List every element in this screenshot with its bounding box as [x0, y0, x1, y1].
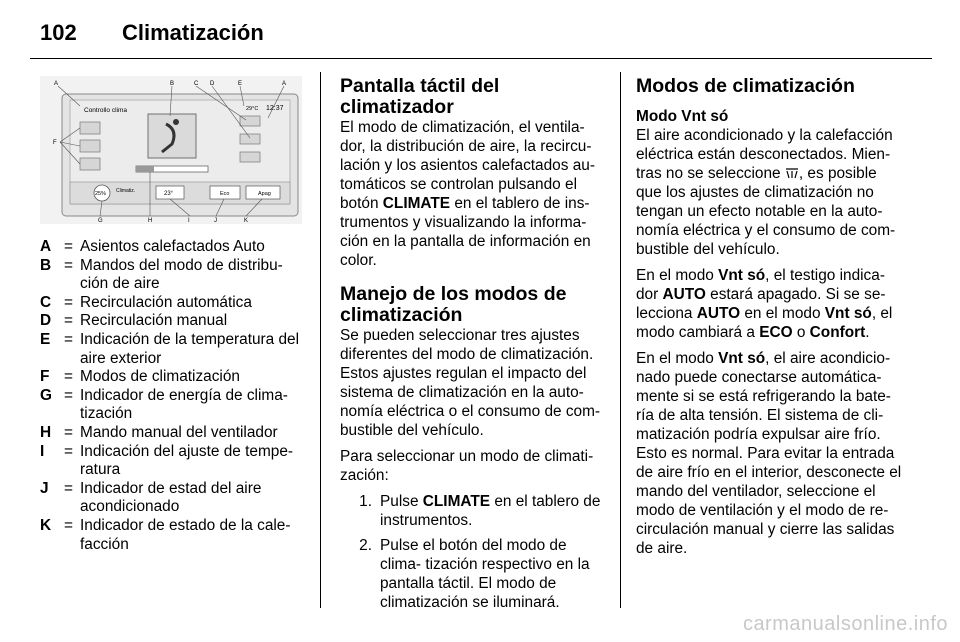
screen-clima-label: Climatiz.: [116, 188, 136, 194]
legend-item: C = Recirculación automática: [40, 293, 252, 311]
climate-screen-illustration: [40, 76, 302, 224]
paragraph: El modo de climatización, el ventila- dor, la distribución de aire, la recircu- lación y los asientos calefactados au- tomáticos se controlan pulsando el botón CLIMATE en el tablero de ins- trumentos y visualizando la informa- ción en la pantalla de información en color.: [340, 119, 595, 269]
legend-item: J = Indicador de estad del aire acondicionado: [40, 479, 262, 516]
subheading-vnt-so: Modo Vnt só: [636, 108, 729, 125]
list-item: 1. Pulse CLIMATE en el tablero de instrumentos.: [359, 493, 601, 529]
legend-item: B = Mandos del modo de distribu- ción de aire: [40, 256, 283, 293]
screen-apag: Apag: [258, 191, 271, 197]
page-number: 102: [40, 20, 77, 45]
callout-h: H: [148, 218, 153, 224]
legend-item: A = Asientos calefactados Auto: [40, 238, 265, 255]
header-rule: [30, 58, 932, 59]
paragraph: En el modo Vnt só, el aire acondicio- nado puede conectarse automática- mente si se está refrigerando la bate- ría de alta tensión. El sistema de cli- matización podría expulsar aire frío. Esto es normal. Para evitar la entrada de aire frío en el interior, desconecte el mando del ventilador, seleccione el modo de ventilación y el modo de re- circulación manual y cierre las salidas de aire.: [636, 350, 902, 557]
column-divider-2: [620, 72, 621, 608]
page-title: Climatización: [122, 20, 264, 45]
page-header: [30, 14, 930, 54]
figure-legend: [40, 238, 312, 554]
column-2: [340, 76, 610, 618]
callout-c: C: [194, 81, 199, 87]
callout-k: K: [244, 218, 249, 224]
callout-a-left: A: [54, 81, 59, 87]
legend-item: F = Modos de climatización: [40, 368, 240, 386]
paragraph: El aire acondicionado y la calefacción eléctrica están desconectados. Mien- tras no se seleccione , es posible que los ajustes de climatización no tengan un efecto notable en la auto- nomía eléctrica y el consumo de com- bustible del vehículo.: [636, 127, 896, 258]
legend-item: H = Mando manual del ventilador: [40, 423, 278, 441]
callout-a-right: A: [282, 81, 287, 87]
steps-list: [340, 492, 610, 612]
screen-title: Controllo clima: [84, 107, 127, 114]
screen-temp: 29°C: [246, 106, 259, 112]
column-1: [40, 76, 312, 554]
legend-item: D = Recirculación manual: [40, 312, 228, 330]
watermark: carmanualsonline.info: [742, 613, 948, 635]
legend-item: G = Indicador de energía de clima- tización: [40, 386, 288, 423]
screen-pct: 25%: [95, 191, 107, 197]
column-divider-1: [320, 72, 321, 608]
paragraph: Se pueden seleccionar tres ajustes diferentes del modo de climatización. Estos ajustes regulan el impacto del sistema de climatización en la auto- nomía eléctrica o el consumo de com- bustible del vehículo.: [340, 327, 601, 439]
screen-eco: Eco: [220, 191, 230, 197]
screen-clock: 12:37: [266, 105, 284, 112]
callout-j: J: [214, 218, 217, 224]
paragraph: Para seleccionar un modo de climati- zación:: [340, 448, 594, 484]
legend-item: I = Indicación del ajuste de tempe- ratura: [40, 442, 294, 479]
ac-symbol-icon: [785, 167, 799, 180]
list-item: 2. Pulse el botón del modo de clima- tización respectivo en la pantalla táctil. El modo de climatización se iluminará.: [359, 537, 590, 611]
callout-e: E: [238, 81, 243, 87]
callout-f: F: [53, 140, 57, 146]
callout-d: D: [210, 81, 215, 87]
climate-screen-figure: [40, 76, 302, 224]
legend-item: K = Indicador de estado de la cale- facción: [40, 516, 291, 553]
legend-item: E = Indicación de la temperatura del aire exterior: [40, 330, 300, 367]
paragraph: En el modo Vnt só, el testigo indica- dor AUTO estará apagado. Si se se- lecciona AUTO en el modo Vnt só, el modo cambiará a ECO o Confort.: [636, 267, 893, 341]
callout-g: G: [98, 218, 103, 224]
callout-b: B: [170, 81, 175, 87]
section-heading-modes: Manejo de los modos de climatización: [340, 283, 567, 326]
section-heading-climate-modes: Modos de climatización: [636, 75, 855, 97]
screen-setpoint: 23°: [164, 191, 174, 197]
section-heading-touchscreen: Pantalla táctil del climatizador: [340, 75, 500, 118]
callout-i: I: [188, 218, 190, 224]
column-3: [636, 76, 906, 565]
